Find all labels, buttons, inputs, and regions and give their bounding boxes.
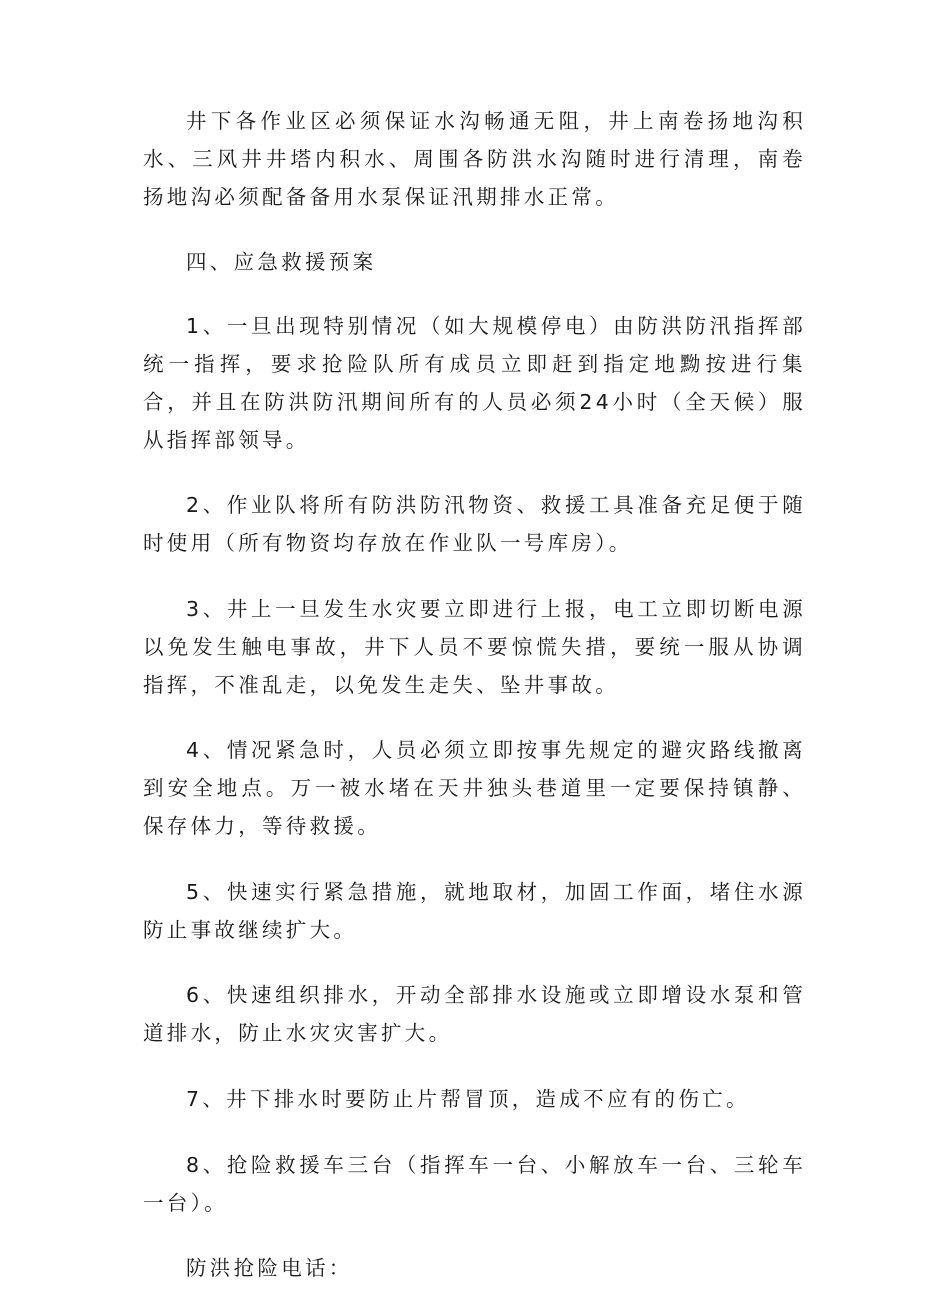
paragraph-item-2: 2、作业队将所有防洪防汛物资、救援工具准备充足便于随时使用（所有物资均存放在作业队一号库房）。 [143,493,806,556]
paragraph-item-3: 3、井上一旦发生水灾要立即进行上报，电工立即切断电源以免发生触电事故，井下人员不要惊慌失措，要统一服从协调指挥，不准乱走，以免发生走失、坠井事故。 [143,596,806,697]
paragraph-phone-label: 防洪抢险电话： [186,1256,353,1281]
paragraph-item-4: 4、情况紧急时，人员必须立即按事先规定的避灾路线撤离到安全地点。万一被水堵在天井独头巷道里一定要保持镇静、保存体力，等待救援。 [143,738,806,838]
paragraph-item-7: 7、井下排水时要防止片帮冒顶，造成不应有的伤亡。 [186,1086,750,1111]
document-page [143,103,806,1316]
paragraph-drainage: 井下各作业区必须保证水沟畅通无阻，井上南卷扬地沟积水、三风井井塔内积水、周围各防洪水沟随时进行清理，南卷扬地沟必须配备备用水泵保证汛期排水正常。 [143,109,806,209]
paragraph-item-8: 8、抢险救援车三台（指挥车一台、小解放车一台、三轮车一台）。 [143,1152,806,1215]
paragraph-item-6: 6、快速组织排水，开动全部排水设施或立即增设水泵和管道排水，防止水灾灾害扩大。 [143,983,806,1046]
paragraph-item-5: 5、快速实行紧急措施，就地取材，加固工作面，堵住水源防止事故继续扩大。 [143,879,806,942]
section-heading-emergency-plan: 四、应急救援预案 [186,250,377,275]
paragraph-item-1: 1、一旦出现特别情况（如大规模停电）由防洪防汛指挥部统一指挥，要求抢险队所有成员立即赶到指定地黝按进行集合，并且在防洪防汛期间所有的人员必须24小时（全天候）服从指挥部领导。 [143,314,806,452]
